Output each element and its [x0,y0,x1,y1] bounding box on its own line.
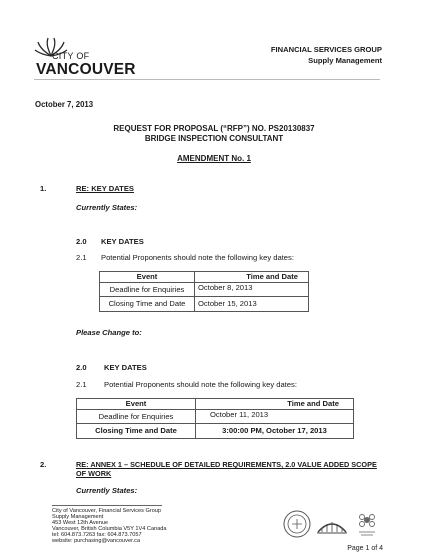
current-dates-table [99,271,309,312]
footer-divider [52,505,162,506]
table-cell: October 8, 2013 [195,283,309,297]
anniversary-seal-icon [282,509,312,539]
footer-line: City of Vancouver, Financial Services Group [52,508,162,514]
bridge-emblem-icon [316,512,348,538]
footer-line: Supply Management [52,514,104,520]
rfp-subtitle: BRIDGE INSPECTION CONSULTANT [144,134,284,143]
subsection-heading: KEY DATES [101,237,144,246]
paragraph-number: 2.1 [76,253,87,262]
header-supply: Supply Management [308,56,382,65]
section1-currently: Currently States: [76,203,138,212]
section1-number: 1. [40,184,47,193]
table-header-cell: Event [77,399,196,410]
table-cell: Closing Time and Date [77,424,196,439]
logo-vancouver: VANCOUVER [36,61,136,78]
header-divider [34,79,380,80]
footer-line: Vancouver, British Columbia V5Y 1V4 Canada [52,526,167,532]
section2-heading-continued: OF WORK [76,469,112,478]
table-row [77,410,354,424]
partner-flower-icon [354,510,380,540]
table-cell: Closing Time and Date [100,297,195,312]
table-row [100,283,309,297]
section1-heading: RE: KEY DATES [76,184,134,193]
footer-line: website: purchasing@vancouver.ca [52,538,141,544]
subsection-number: 2.0 [76,237,87,246]
table-cell: Deadline for Enquiries [100,283,195,297]
new-subsection-number: 2.0 [76,363,87,372]
new-subsection-heading: KEY DATES [104,363,147,372]
table-cell: 3:00:00 PM, October 17, 2013 [196,424,354,439]
amendment-label: AMENDMENT No. 1 [177,154,251,163]
table-cell: Deadline for Enquiries [77,410,196,424]
rfp-title: REQUEST FOR PROPOSAL (“RFP”) NO. PS20130837 [113,124,315,133]
logo-city-of: CITY OF [52,51,90,61]
table-row [100,297,309,312]
table-header-row [77,399,354,410]
table-row [77,424,354,439]
section2-number: 2. [40,460,47,469]
table-header-cell: Time and Date [195,272,309,283]
section2-currently: Currently States: [76,486,138,495]
table-cell: October 15, 2013 [195,297,309,312]
footer-line: tel: 604.873.7263 fax: 604.873.7057 [52,532,142,538]
table-header-cell: Event [100,272,195,283]
change-label: Please Change to: [76,328,142,337]
table-header-cell: Time and Date [196,399,354,410]
paragraph-text: Potential Proponents should note the following key dates: [101,253,294,262]
section2-heading: RE: ANNEX 1 – SCHEDULE OF DETAILED REQUIREMENTS, 2.0 VALUE ADDED SCOPE [76,460,377,469]
new-paragraph-text: Potential Proponents should note the following key dates: [104,380,297,389]
table-header-row [100,272,309,283]
footer-line: 453 West 12th Avenue [52,520,109,526]
new-dates-table [76,398,354,439]
page-number: Page 1 of 4 [347,545,383,552]
document-date: October 7, 2013 [35,100,94,109]
header-group: FINANCIAL SERVICES GROUP [270,45,382,54]
table-cell: October 11, 2013 [196,410,354,424]
new-paragraph-number: 2.1 [76,380,87,389]
